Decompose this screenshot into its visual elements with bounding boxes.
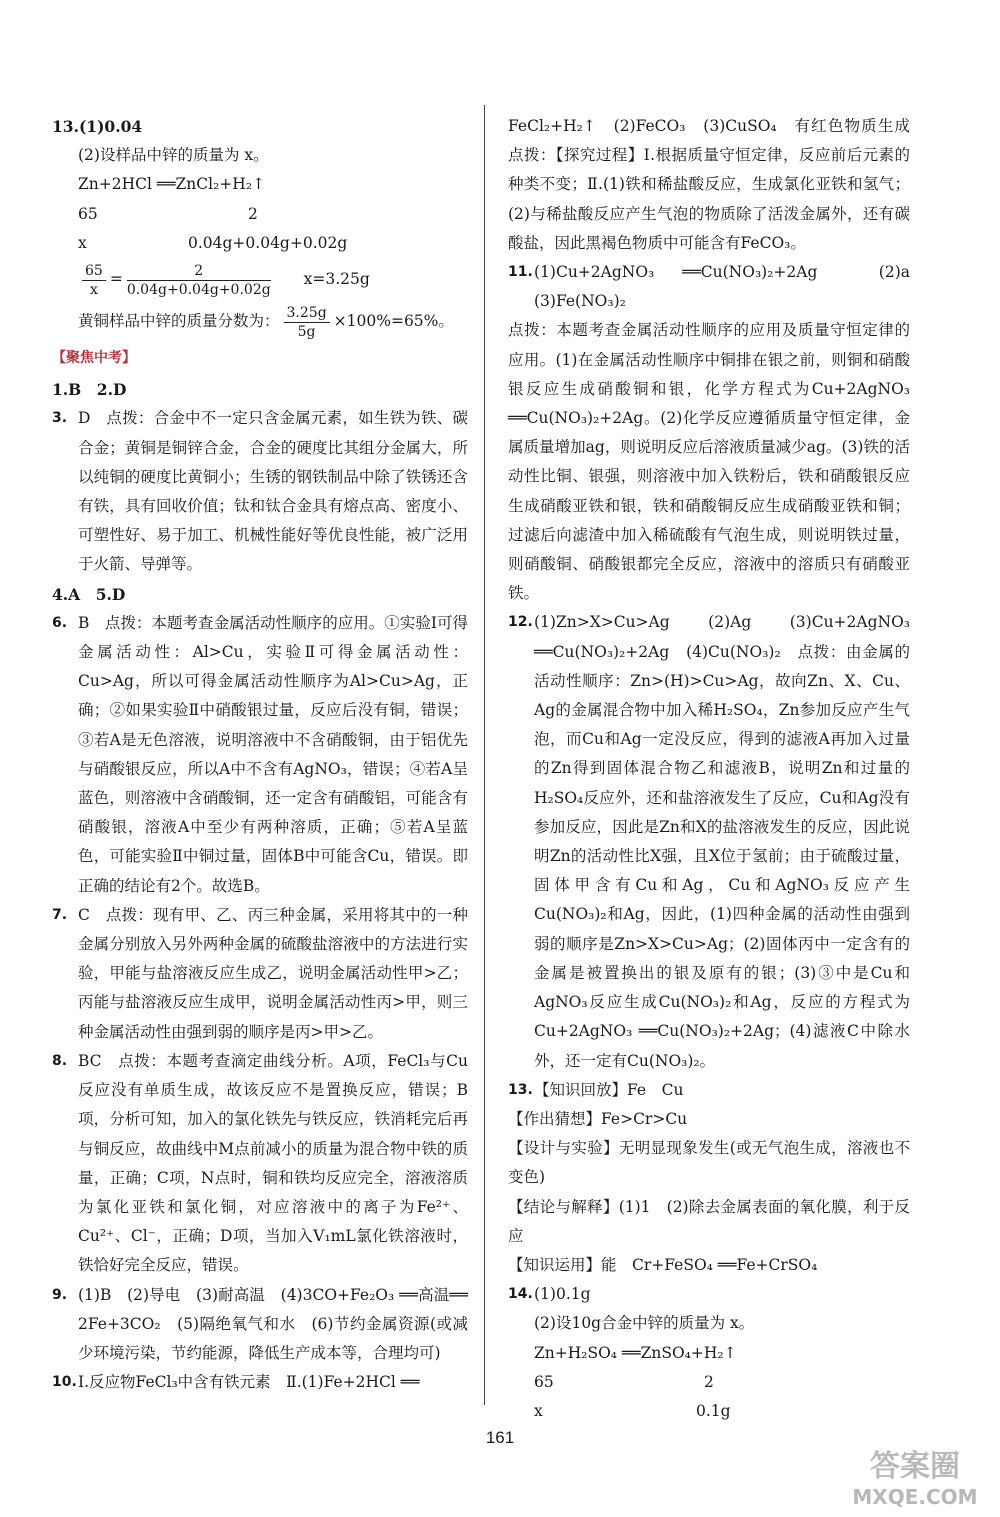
q13-result: x=3.25g	[303, 270, 370, 289]
q13-part1: 13.(1)0.04	[52, 117, 143, 136]
q14-ratio-row2: x 0.1g	[534, 1401, 731, 1420]
answers-1-2: 1.B 2.D	[52, 380, 127, 400]
question-6: 6. B 点拨：本题考查金属活动性顺序的应用。①实验Ⅰ可得金属活动性：Al>Cu，实验Ⅱ可得金属活动性：Cu>Ag，所以可得金属活动性顺序为Al>Cu>Ag，正确；②如果实验Ⅱ中硝酸银过量，反应后没有铜，错误；③若A是无色溶液，说明溶液中不含硝酸铜，由于铝优先与硝酸银反应，所以A中不含有AgNO₃，错误；④若A呈蓝色，则溶液中含硝酸铜，还一定含有硝酸铝，可能含有硝酸银，溶液A中至少有两种溶质，正确；⑤若A呈蓝色，可能实验Ⅱ中铜过量，固体B中可能含Cu，错误。即正确的结论有2个。故选B。	[52, 613, 468, 895]
q13-part2: (2)设样品中锌的质量为 x。	[78, 146, 269, 165]
q13-guess: 【作出猜想】Fe>Cr>Cu	[508, 1109, 688, 1128]
section-heading: 【聚焦中考】	[52, 350, 136, 367]
question-13: 13. 【知识回放】Fe Cu	[508, 1080, 684, 1099]
q13-percentage: 黄铜样品中锌的质量分数为： $\frac{3.25g}{5g}$ ×100%=65%。	[78, 304, 454, 340]
q13-ratio-row2	[52, 229, 468, 258]
question-12: 12. (1)Zn>X>Cu>Ag (2)Ag (3)Cu+2AgNO₃ ══Cu(NO₃)₂+2Ag (4)Cu(NO₃)₂ 点拨：由金属的活动性顺序：Zn>(H)>Cu>Ag，故向Zn、X、Cu、Ag的金属混合物中加入稀H₂SO₄，Zn参加反应产生气泡，而Cu和Ag一定没反应，得到的滤液A再加入过量的Zn得到固体混合物乙和滤液B，说明Zn和过量的H₂SO₄反应外，还和盐溶液发生了反应，Cu和Ag没有参加反应，因此是Zn和X的盐溶液发生的反应，因此说明Zn的活动性比X强，且X位于氢前；由于硫酸过量，固体甲含有Cu和Ag，Cu和AgNO₃反应产生Cu(NO₃)₂和Ag，因此，(1)四种金属的活动性由强到弱的顺序是Zn>X>Cu>Ag；(2)固体丙中一定含有的金属是被置换出的银及原有的银；(3)③中是Cu和AgNO₃反应生成Cu(NO₃)₂和Ag，反应的方程式为Cu+2AgNO₃ ══Cu(NO₃)₂+2Ag；(4)滤液C中除水外，还一定有Cu(NO₃)₂。	[508, 613, 910, 1070]
question-14: 14. (1)0.1g	[508, 1285, 591, 1304]
q14-ratio-row1: 65 2	[534, 1372, 714, 1391]
q14-equation: Zn+H₂SO₄ ══ZnSO₄+H₂↑	[534, 1343, 737, 1362]
question-11: 11. (1)Cu+2AgNO₃ ══Cu(NO₃)₂+2Ag (2)a (3)Fe(NO₃)₂	[508, 263, 926, 311]
left-column	[52, 112, 468, 1397]
q13-conclusion: 【结论与解释】(1)1 (2)除去金属表面的氧化膜，利于反应	[508, 1197, 910, 1245]
page-number: 161	[485, 1428, 515, 1447]
q13-application: 【知识运用】能 Cr+FeSO₄ ══Fe+CrSO₄	[508, 1255, 818, 1274]
watermark-bottom: MXQE.COM	[852, 1485, 978, 1509]
q13-r2b: 0.04g+0.04g+0.02g	[188, 233, 348, 252]
q13-r1b: 2	[248, 204, 258, 223]
q13-fraction-pct: $\frac{3.25g}{5g}$	[284, 304, 330, 341]
watermark-top: 答案圈	[870, 1449, 960, 1484]
q13-r2a: x	[78, 233, 87, 252]
q14-part2: (2)设10g合金中锌的质量为 x。	[534, 1314, 755, 1333]
q13-ratio-row1	[52, 200, 468, 229]
q13-fraction-left: $\frac{65}{x}$	[82, 262, 106, 299]
question-7: 7. C 点拨：现有甲、乙、丙三种金属，采用将其中的一种金属分别放入另外两种金属的硫酸盐溶液中的方法进行实验，甲能与盐溶液反应生成乙，说明金属活动性甲>乙；丙能与盐溶液反应生成甲，说明金属活动性丙>甲，则三种金属活动性由强到弱的顺序是丙>甲>乙。	[52, 905, 468, 1041]
q13-fraction-right: $\frac{2}{0.04g+0.04g+0.02g}$	[126, 262, 271, 298]
watermark-logo	[835, 1440, 995, 1512]
q13-experiment: 【设计与实验】无明显现象发生(或无气泡生成，溶液也不变色)	[508, 1139, 910, 1187]
q11-explanation: 点拨：本题考查金属活动性顺序的应用及质量守恒定律的应用。(1)在金属活动性顺序中铜排在银之前，则铜和硝酸银反应生成硝酸铜和银，化学方程式为Cu+2AgNO₃ ══Cu(NO₃)₂+2Ag。(2)化学反应遵循质量守恒定律，金属质量增加ag，则说明反应后溶液质量减少ag。(3)铁的活动性比铜、银强，则溶液中加入铁粉后，铁和硝酸银反应生成硝酸亚铁和银，铁和硝酸铜反应生成硝酸亚铁和铜；过滤后向滤渣中加入稀硫酸有气泡生成，则说明铁过量，则硝酸铜、硝酸银都完全反应，溶液中的溶质只有硝酸亚铁。	[508, 321, 910, 603]
q10-continued: FeCl₂+H₂↑ (2)FeCO₃ (3)CuSO₄ 有红色物质生成 点拨：【探究过程】Ⅰ.根据质量守恒定律，反应前后元素的种类不变；Ⅱ.(1)铁和稀盐酸反应，生成氯化亚铁和氢气；(2)与稀盐酸反应产生气泡的物质除了活泼金属外，还有碳酸盐，因此黑褐色物质中可能含有FeCO₃。	[508, 117, 926, 252]
q13-r1a: 65	[78, 204, 98, 223]
q13-proportion: $\frac{65}{x}$ = $\frac{2}{0.04g+0.04g+0.02g}$ x=3.25g	[52, 258, 468, 300]
answers-4-5: 4.A 5.D	[52, 584, 126, 604]
question-3: 3. D 点拨：合金中不一定只含金属元素，如生铁为铁、碳合金；黄铜是铜锌合金，合金的硬度比其组分金属大，所以纯铜的硬度比黄铜小；生锈的钢铁制品中除了铁锈还含有铁，具有回收价值；钛和钛合金具有熔点高、密度小、可塑性好、易于加工、机械性能好等优良性能，被广泛用于火箭、导弹等。	[52, 409, 468, 574]
q13-equation: Zn+2HCl ══ZnCl₂+H₂↑	[78, 175, 266, 194]
question-9: 9. (1)B (2)导电 (3)耐高温 (4)3CO+Fe₂O₃ ══高温══ 2Fe+3CO₂ (5)隔绝氧气和水 (6)节约金属资源(或减少环境污染，节约能源，降低生产成本等，合理均可)	[52, 1285, 468, 1362]
question-8: 8. BC 点拨：本题考查滴定曲线分析。A项，FeCl₃与Cu反应没有单质生成，故该反应不是置换反应，错误；B项，分析可知，加入的氯化铁先与铁反应，铁消耗完后再与铜反应，故曲线中M点前减小的质量为混合物中铁的质量，正确；C项，N点时，铜和铁均反应完全，溶液溶质为氯化亚铁和氯化铜，对应溶液中的离子为Fe²⁺、Cu²⁺、Cl⁻，正确；D项，当加入V₁mL氯化铁溶液时，铁恰好完全反应，错误。	[52, 1051, 468, 1275]
question-10: 10. Ⅰ.反应物FeCl₃中含有铁元素 Ⅱ.(1)Fe+2HCl ══	[52, 1373, 420, 1392]
right-column	[508, 112, 926, 1426]
column-divider	[484, 105, 485, 1405]
